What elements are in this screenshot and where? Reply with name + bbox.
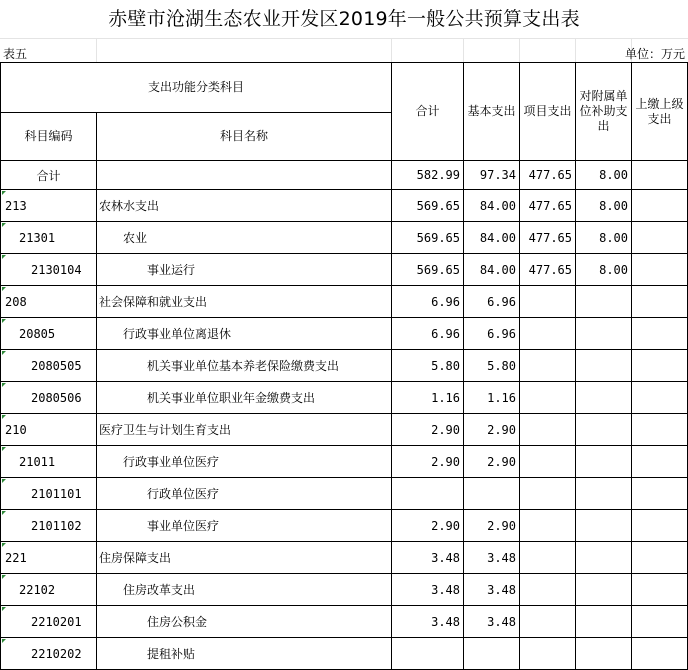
amount-project-cell[interactable] [520,542,576,574]
amount-subsidy-cell[interactable] [576,414,632,446]
table-row [1,446,688,478]
header-name: 科目名称 [97,113,392,161]
amount-project-cell[interactable] [520,478,576,510]
table-row [1,510,688,542]
subject-code-cell[interactable]: 2210202 [1,638,97,670]
amount-basic-cell[interactable] [464,638,520,670]
amount-upper-cell[interactable] [632,606,688,638]
subject-name-cell[interactable]: 住房改革支出 [97,574,392,606]
amount-upper-cell[interactable] [632,542,688,574]
table-row [1,286,688,318]
grid-line [96,39,97,63]
subject-code-cell[interactable]: 210 [1,414,97,446]
amount-basic-cell[interactable]: 3.48 [464,574,520,606]
header-project: 项目支出 [520,63,576,161]
amount-upper-cell[interactable] [632,478,688,510]
amount-total-cell[interactable]: 3.48 [392,606,464,638]
subject-code-cell[interactable]: 221 [1,542,97,574]
amount-basic-cell[interactable]: 1.16 [464,382,520,414]
amount-basic-cell[interactable]: 3.48 [464,606,520,638]
amount-project-cell[interactable] [520,286,576,318]
table-row [1,638,688,670]
table-number: 表五 [3,47,28,61]
subject-name-cell[interactable]: 住房公积金 [97,606,392,638]
amount-basic-cell[interactable]: 2.90 [464,510,520,542]
amount-total-cell[interactable] [392,638,464,670]
amount-upper-cell[interactable] [632,350,688,382]
amount-subsidy-cell[interactable] [576,286,632,318]
amount-basic-cell[interactable]: 2.90 [464,414,520,446]
amount-upper-cell[interactable] [632,190,688,222]
total-project[interactable]: 477.65 [520,161,576,190]
amount-basic-cell[interactable] [464,478,520,510]
blank-grid-row [0,38,688,63]
subject-code-cell[interactable]: 2210201 [1,606,97,638]
amount-project-cell[interactable] [520,638,576,670]
amount-total-cell[interactable]: 3.48 [392,542,464,574]
amount-basic-cell[interactable]: 84.00 [464,190,520,222]
amount-basic-cell[interactable]: 6.96 [464,318,520,350]
total-label[interactable]: 合计 [1,161,97,190]
amount-total-cell[interactable]: 3.48 [392,574,464,606]
subject-name-cell[interactable]: 农业 [97,222,392,254]
table-row [1,190,688,222]
subject-code-cell[interactable]: 2101102 [1,510,97,542]
subject-name-cell[interactable]: 社会保障和就业支出 [97,286,392,318]
amount-subsidy-cell[interactable]: 8.00 [576,254,632,286]
subject-name-cell[interactable]: 事业运行 [97,254,392,286]
total-basic[interactable]: 97.34 [464,161,520,190]
subject-name-cell[interactable]: 行政单位医疗 [97,478,392,510]
amount-total-cell[interactable] [392,478,464,510]
budget-table [0,62,688,670]
amount-total-cell[interactable]: 2.90 [392,414,464,446]
amount-subsidy-cell[interactable] [576,382,632,414]
amount-upper-cell[interactable] [632,510,688,542]
table-row [1,414,688,446]
header-subsidy: 对附属单位补助支出 [576,63,632,161]
amount-project-cell[interactable] [520,382,576,414]
subject-code-cell[interactable]: 2130104 [1,254,97,286]
amount-total-cell[interactable]: 1.16 [392,382,464,414]
subject-code-cell[interactable]: 2080506 [1,382,97,414]
subject-name-cell[interactable]: 提租补贴 [97,638,392,670]
amount-upper-cell[interactable] [632,574,688,606]
amount-total-cell[interactable]: 2.90 [392,510,464,542]
grid-line [519,39,520,63]
amount-subsidy-cell[interactable]: 8.00 [576,190,632,222]
amount-basic-cell[interactable]: 84.00 [464,254,520,286]
grid-line [391,39,392,63]
subject-name-cell[interactable]: 行政事业单位医疗 [97,446,392,478]
table-row [1,478,688,510]
amount-project-cell[interactable] [520,606,576,638]
total-subsidy[interactable]: 8.00 [576,161,632,190]
page-title: 赤壁市沧湖生态农业开发区2019年一般公共预算支出表 [108,8,580,30]
subject-code-cell[interactable]: 2080505 [1,350,97,382]
total-name-cell[interactable] [97,161,392,190]
amount-project-cell[interactable]: 477.65 [520,222,576,254]
amount-upper-cell[interactable] [632,254,688,286]
table-row [1,606,688,638]
amount-project-cell[interactable] [520,350,576,382]
subject-name-cell[interactable]: 住房保障支出 [97,542,392,574]
table-row [1,254,688,286]
amount-project-cell[interactable] [520,414,576,446]
amount-basic-cell[interactable]: 5.80 [464,350,520,382]
amount-total-cell[interactable]: 569.65 [392,190,464,222]
amount-total-cell[interactable]: 569.65 [392,222,464,254]
amount-subsidy-cell[interactable] [576,478,632,510]
amount-upper-cell[interactable] [632,414,688,446]
amount-total-cell[interactable]: 5.80 [392,350,464,382]
subject-code-cell[interactable]: 22102 [1,574,97,606]
amount-upper-cell[interactable] [632,222,688,254]
total-row [1,161,688,190]
table-row [1,382,688,414]
amount-subsidy-cell[interactable] [576,510,632,542]
header-total: 合计 [392,63,464,161]
amount-total-cell[interactable]: 6.96 [392,286,464,318]
amount-basic-cell[interactable]: 84.00 [464,222,520,254]
header-upper: 上缴上级支出 [632,63,688,161]
amount-project-cell[interactable] [520,510,576,542]
header-func-class: 支出功能分类科目 [1,63,392,113]
amount-upper-cell[interactable] [632,318,688,350]
grid-line [463,39,464,63]
subject-name-cell[interactable]: 机关事业单位基本养老保险缴费支出 [97,350,392,382]
amount-subsidy-cell[interactable]: 8.00 [576,222,632,254]
header-code: 科目编码 [1,113,97,161]
amount-upper-cell[interactable] [632,286,688,318]
amount-project-cell[interactable] [520,574,576,606]
unit-label: 单位：万元 [624,47,685,61]
total-upper[interactable] [632,161,688,190]
amount-subsidy-cell[interactable] [576,542,632,574]
amount-total-cell[interactable]: 2.90 [392,446,464,478]
total-total[interactable]: 582.99 [392,161,464,190]
amount-basic-cell[interactable]: 2.90 [464,446,520,478]
amount-project-cell[interactable]: 477.65 [520,190,576,222]
amount-project-cell[interactable] [520,318,576,350]
subject-name-cell[interactable]: 事业单位医疗 [97,510,392,542]
amount-subsidy-cell[interactable] [576,350,632,382]
amount-basic-cell[interactable]: 3.48 [464,542,520,574]
amount-subsidy-cell[interactable] [576,446,632,478]
subject-code-cell[interactable]: 213 [1,190,97,222]
amount-subsidy-cell[interactable] [576,318,632,350]
amount-total-cell[interactable]: 6.96 [392,318,464,350]
table-row [1,542,688,574]
header-basic: 基本支出 [464,63,520,161]
amount-project-cell[interactable]: 477.65 [520,254,576,286]
amount-basic-cell[interactable]: 6.96 [464,286,520,318]
table-row [1,350,688,382]
subject-name-cell[interactable]: 农林水支出 [97,190,392,222]
grid-line [575,39,576,63]
subject-code-cell[interactable]: 20805 [1,318,97,350]
amount-upper-cell[interactable] [632,382,688,414]
amount-subsidy-cell[interactable] [576,606,632,638]
subject-name-cell[interactable]: 机关事业单位职业年金缴费支出 [97,382,392,414]
table-row [1,574,688,606]
amount-subsidy-cell[interactable] [576,638,632,670]
subject-name-cell[interactable]: 行政事业单位离退休 [97,318,392,350]
amount-upper-cell[interactable] [632,638,688,670]
amount-total-cell[interactable]: 569.65 [392,254,464,286]
subject-code-cell[interactable]: 2101101 [1,478,97,510]
subject-code-cell[interactable]: 21301 [1,222,97,254]
subject-code-cell[interactable]: 21011 [1,446,97,478]
table-row [1,318,688,350]
table-row [1,222,688,254]
amount-upper-cell[interactable] [632,446,688,478]
subject-name-cell[interactable]: 医疗卫生与计划生育支出 [97,414,392,446]
subject-code-cell[interactable]: 208 [1,286,97,318]
amount-project-cell[interactable] [520,446,576,478]
amount-subsidy-cell[interactable] [576,574,632,606]
